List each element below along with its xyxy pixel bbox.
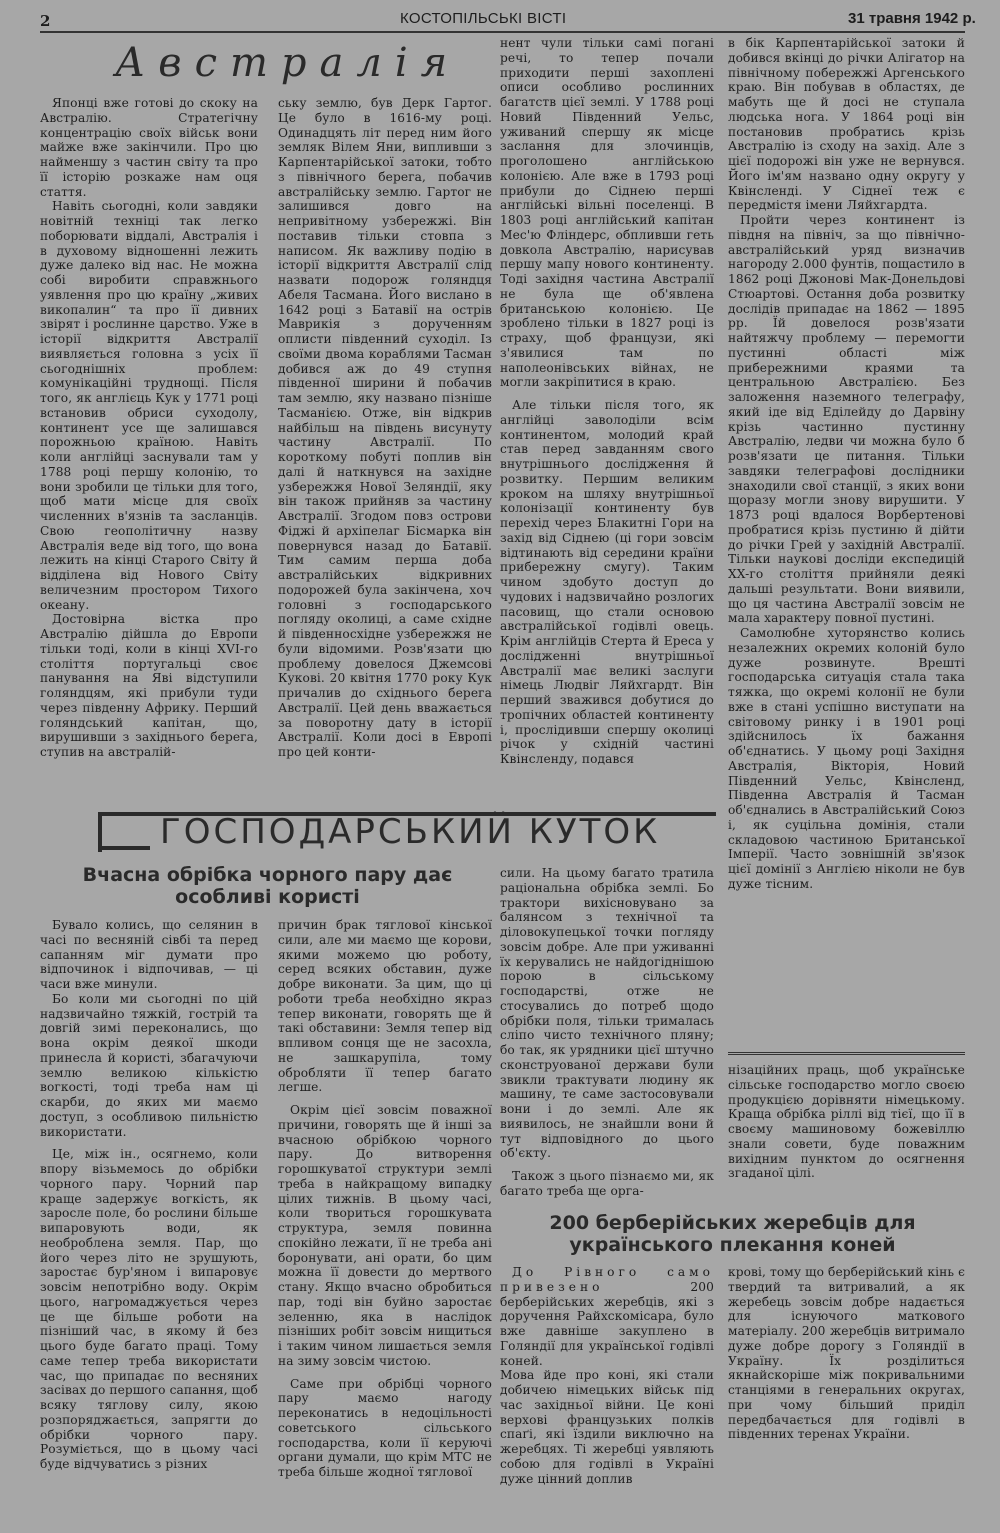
issue-date: 31 травня 1942 р. xyxy=(848,10,976,27)
paragraph: Пройти через континент із півдня на північ, за що північно-австралійський уряд визначив нагороду 2.000 фунтів, пощастило в 1862 році Джонові Мак-Донельдові Стюартові. Остання доба розвитку дослідів припадає на 1862 — 1895 рр. Їй довелося розв'язати найтяжчу проблему — перемогти пустинні області між прибережними краями та центральною Австралією. Без заложення наземного телеграфу, який іде від Еділейду до Дарвіну крізь частинно пустинну Австралію, ледви чи можна було б розв'язати це питання. Тільки завдяки телеграфові дослідники знаходили свої станції, з яких вони щоразу могли знову вирушити. У 1873 році вдалося Ворбертенові пробратися крізь пустиню й дійти до річки Грей у західній Австралії. Тільки наукові досліди експедицій XX-го століття прийняли деякі дальші результати. Вони виявили, що ця частина Австралії зовсім не мала характеру повної пустині. xyxy=(728,213,965,626)
paragraph xyxy=(500,1265,714,1368)
fallow-column-1 xyxy=(40,918,258,1472)
fallow-column-3 xyxy=(500,866,714,1199)
paragraph: Але тільки після того, як англійці заволоділи всім континентом, молодий край став перед завданням свого внутрішнього дослідження й розвитку. Першим великим кроком на шляху внутрішньої колонізації континенту був перехід через Блакитні Гори на захід від Сіднею (ці гори зовсім відтинають від середини країни прибережну смугу). Таким чином здобуто доступ до чудових і надзвичайно розлогих пасовищ, що стали основою австралійської годівлі овець. Крім англійців Стерта й Ереса у дослідженні внутрішньої Австралії має великі заслуги німець Людвіг Ляйхгардт. Він перший зважився добутися до тропічних областей континенту і, прослідивши спершу околиці річок у східній частині Квінсленду, подався xyxy=(500,398,714,766)
paragraph: Мова йде про коні, які стали добичею німецьких військ під час західньої війни. Це коні верхові французьких полків спаґі, які їздили виключно на жеребцях. Ті жеребці уявляють собою для годівлі в Україні дуже цінний доплив xyxy=(500,1368,714,1486)
headline-fallow: Вчасна обрібка чорного пару дає особливі користі xyxy=(82,864,453,908)
paragraph: причин брак тяглової кінської сили, але ми маємо ще корови, якими можемо цю роботу, серед всяких обставин, дуже добре виконати. За цим, що ці роботи треба необхідно якраз тепер виконати, говорять ще й такі обставини: Земля тепер від впливом сонця ще не засохла, не зашкарупіла, тому обробляти її тепер багато легше. xyxy=(278,918,492,1095)
paragraph: Також з цього пізнаємо ми, як багато треба ще орга- xyxy=(500,1169,714,1198)
australia-column-4 xyxy=(728,36,965,892)
paragraph: сили. На цьому багато тратила раціональна обрібка землі. Бо трактори вихісновувано за балянсом з технічної та діловокупецької точки погляду зовсім добре. Але при уживанні їх керувались не найдогіднішою порою в сільському господарстві, отже не стосувались до потреб щодо обрібки поля, тільки трималась сліпо чисто технічного пляну; бо так, як урядники цієї штучно сконструованої держави були звикли трактувати людину як машину, те саме застосовували вони і до землі. Але як виявилось, не знайшли вони й тут відповідного до цього об'єкту. xyxy=(500,866,714,1161)
paragraph: ську землю, був Дерк Гартог. Це було в 1616-му році. Одинадцять літ перед ним його земляк Вілем Яни, випливши з Карпентарійської затоки, тобто з північного берега, побачив австралійську землю. Гартог не залишився довго на непривітному узбережжі. Він поставив тільки стовпа з написом. Як важливу подію в історії відкриття Австралії слід назвати подорож голяндця Абеля Тасмана. Його вислано в 1642 році з Батавії на острів Маврикія з дорученням оплисти південний суходіл. Із своїми двома кораблями Тасман добився аж до 49 ступня південної ширини й побачив там землю, яку названо пізніше Тасманією. Отже, він відкрив найбільш на південь висунуту частину Австралії. По короткому побуті поплив він далі й наткнувся на західне узбережжя Нової Зеляндії, яку він також прийняв за частину Австралії. Згодом повз острови Фіджі й архіпелаг Бісмарка він повернувся назад до Батавії. Тим самим перша доба австралійських відкривних подорожей була закінчена, хоч головні з господарського погляду околиці, а саме східне й південносхідне узбережжя не були відомими. Розв'язати цю проблему довелося Джемсові Кукові. 20 квітня 1770 року Кук причалив до східнього берега Австралії. Цей день вважається за поворотну дату в історії Австралії. Коли досі в Европі про цей конти- xyxy=(278,96,492,759)
header-rule xyxy=(40,31,965,33)
paragraph: Бувало колись, що селянин в часі по весняній сівбі та перед сапанням міг думати про відпочинок і відпочивав, — ці часи вже минули. xyxy=(40,918,258,991)
paragraph: Саме при обрібці чорного пару маємо нагоду переконатись в недоцільності советського сільського господарства, коли її керуючі органи думали, що крім МТС не треба більше жодної тяглової xyxy=(278,1376,492,1479)
paragraph: Японці вже готові до скоку на Австралію. Стратегічну концентрацію своїх військ вони майже вже закінчили. Про цю найменшу з частин світу та про її історію розкаже нам оця стаття. xyxy=(40,96,258,199)
paragraph: Достовірна вістка про Австралію дійшла до Европи тільки тоді, коли в кінці XVI-го століття португальці своє панування на Яві відступили голяндцям, які прибули туди через південну Африку. Перший голяндський капітан, що, вирушивши з західнього берега, ступив на австралій- xyxy=(40,612,258,759)
paragraph: Навіть сьогодні, коли завдяки новітній техніці так легко поборювати віддалі, Австралія і в духовому відношенні лежить дуже далеко від нас. Не можна собі виробити справжнього уявлення про цю країну „живих викопалин“ та про її дивних звірят і рослинне царство. Уже в історії відкриття Австралії виявляється головна з усіх її сьогоднішніх проблем: комунікаційні труднощі. Після того, як англієць Кук у 1771 році встановив обриси суходолу, континент усе ще залишався порожньою країною. Навіть коли англійці заснували там у 1788 році першу колонію, то вони зробили це тільки для того, щоб мати місце для своїх численних в'язнів та засланців. Свою геополітичну назву Австралія веде від того, що вона лежить на кінці Старого Світу й відділена від Нового Світу величезним простором Тихого океану. xyxy=(40,199,258,612)
lead-text: 200 берберійських жеребців, які з доручення Райхскомісара, було вже давніше закуплено в Голяндії для української годівлі коней. xyxy=(500,1279,714,1368)
paragraph: Це, між ін., осягнемо, коли впору візьмемось до обрібки чорного пару. Чорний пар краще задержує вогкість, як заросле поле, бо рослини більше випаровують води, як необроблена земля. Пар, що його через літо не зрушують, заростає бур'яном і випаровує зовсім непотрібно воду. Окрім цього, нагромаджується через це ще більше роботи на пізніший час, в якому й без цього буде багато праці. Тому саме тепер треба використати час, що припадає по весняних засівах до першого сапання, щоб всяку тяглову силу, якою розпоряджається, запрягти до обрібки чорного пару. Розуміється, що в цьому часі буде відчуватись з різних xyxy=(40,1147,258,1471)
paragraph: Окрім цієї зовсім поважної причини, говорять ще й інші за вчасною обрібкою чорного пару. До витворення горошкуватої структури землі треба в найкращому випадку цілих тижнів. В цьому часі, коли твориться горошкувата структура, земля повинна спокійно лежати, її не треба ані боронувати, ані орати, бо цим можна її довести до мертвого стану. Якщо вчасно обробиться пар, тоді він буйно заростає зеленню, яка в наслідок пізніших робіт зовсім нищиться і таким чином лишається земля на зиму зовсім чистою. xyxy=(278,1103,492,1368)
newspaper-title: КОСТОПІЛЬСЬКІ ВІСТІ xyxy=(400,10,567,27)
section-banner xyxy=(98,808,718,854)
stallions-column-2 xyxy=(728,1265,965,1442)
section-banner-title: ГОСПОДАРСЬКИЙ КУТОК xyxy=(160,812,661,852)
paragraph: нент чули тільки самі погані речі, то тепер почали приходити перші захоплені описи особливо рослинних багатств цієї землі. У 1788 році Новий Південний Уельс, уживаний спершу як місце заслання для злочинців, проголошено англійською колонією. Але вже в 1793 році прибули до Сіднею перші англійські вільні поселенці. В 1803 році англійський капітан Мес'ю Фліндерс, обпливши геть довкола Австралію, нарисував першу мапу нового континенту. Тоді західня частина Австралії не була ще об'явлена британською колонією. Це зроблено тільки в 1827 році із страху, щоб французи, які з'явилися там по наполеонівських війнах, не могли закріпитися в краю. xyxy=(500,36,714,390)
paragraph: Самолюбне хуторянство колись незалежних окремих колоній було дуже розвинуте. Врешті господарська ситуація стала така тяжка, що окремі колонії не були вже в стані успішно виступати на світовому ринку і в 1901 році здійснилось їх бажання об'єднатись. У цьому році Західня Австралія, Вікторія, Новий Південний Уельс, Квінсленд, Південна Австралія й Тасман об'єднались в Австралійський Союз і, як суцільна домінія, стали складовою частиною Британської Імперії. Часто зовнішній зв'язок цієї домінії з Англією ніколи не був дуже тісним. xyxy=(728,626,965,891)
lead-spaced-text: До Рівного само привезено xyxy=(500,1265,714,1294)
fallow-column-2 xyxy=(278,918,492,1480)
stallions-column-1 xyxy=(500,1265,714,1486)
column-divider xyxy=(728,1052,965,1055)
article-title-australia: Австралія xyxy=(115,40,461,86)
paragraph: Бо коли ми сьогодні по цій надзвичайно тяжкій, гострій та довгій зимі переконались, що вона окрім деякої шкоди принесла й користі, збагачуючи землю великою кількістю вогкості, тоді треба нам ці скарби, до яких ми маємо доступ, з особливою пильністю використати. xyxy=(40,991,258,1139)
headline-stallions: 200 берберійських жеребців для українського плекання коней xyxy=(549,1212,916,1256)
paragraph: нізаційних праць, щоб українське сільське господарство могло своєю продукцією дорівняти німецькому. Краща обрібка ріллі від тієї, що її в своєму машиновому божевіллю знали совети, буде поважним вихідним пунктом до осягнення згаданої цілі. xyxy=(728,1063,965,1181)
fallow-column-4 xyxy=(728,1063,965,1181)
paragraph: в бік Карпентарійської затоки й добився вкінці до річки Алігатор на північному побережжі Аргенського краю. Він побував в областях, де мабуть ще й досі не ступала людська нога. У 1864 році він постановив пробратись крізь Австралію із сходу на захід. Але з цієї подорожі він уже не вернувся. Його ім'ям названо одну округу у Квінсленді. У Сіднеї теж є передмістя імени Ляйхгардта. xyxy=(728,36,965,213)
page-number: 2 xyxy=(40,12,51,30)
australia-column-1 xyxy=(40,96,258,760)
australia-column-2 xyxy=(278,96,492,760)
australia-column-3 xyxy=(500,36,714,767)
paragraph: крові, тому що берберійський кінь є твердий та витривалий, а як жеребець зовсім добре надається для існуючого маткового матеріалу. 200 жеребців витримало дуже добре дорогу з Голяндії в Україну. Їх розділиться якнайскоріше між покривальними станціями в генеральних округах, при чому більший приділ передбачається для годівлі в південних теренах України. xyxy=(728,1265,965,1442)
